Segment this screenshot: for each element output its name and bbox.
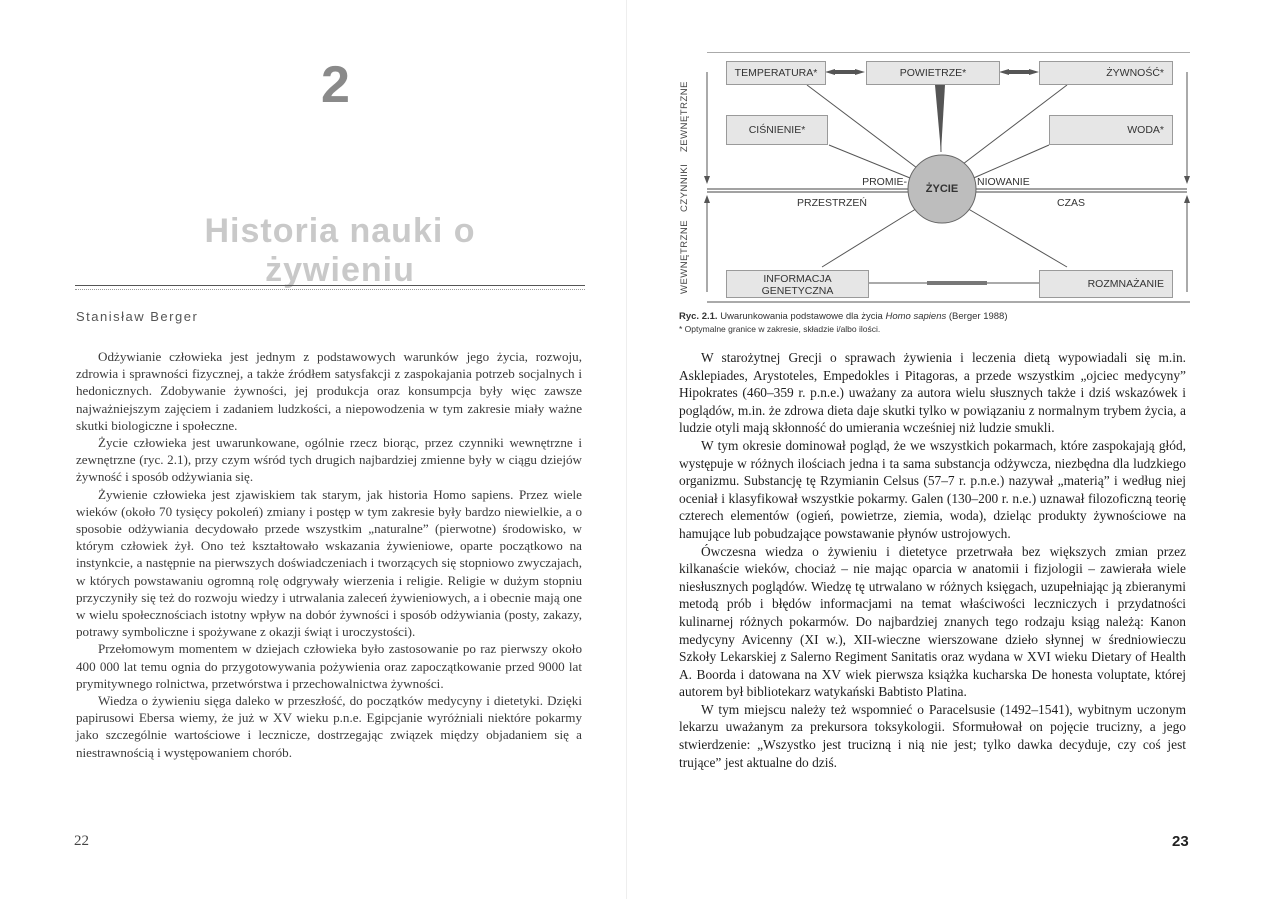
caption-text: Uwarunkowania podstawowe dla życia (720, 311, 883, 322)
title-rule (75, 285, 585, 286)
paragraph: Przełomowym momentem w dziejach człowieka było zastosowanie po raz pierwszy około 400 000 lat temu ognia do przygotowywania pożywienia oraz zapoczątkowanie przed 9000 lat prymitywnego rolnictwa, przetwórstwa i przechowalnictwa żywności. (76, 641, 582, 691)
chapter-number: 2 (321, 56, 351, 114)
box-powietrze: POWIETRZE* (866, 61, 1000, 85)
diagram-lines (677, 52, 1190, 304)
caption-label: Ryc. 2.1. (679, 311, 718, 322)
box-temperatura: TEMPERATURA* (726, 61, 826, 85)
side-label-czynniki: CZYNNIKI (679, 163, 690, 212)
paragraph: Wiedza o żywieniu sięga daleko w przeszłość, do początków medycyny i dietetyki. Dzięki papirusowi Ebersa wiemy, że już w XV wieku p.n.e. Egipcjanie wyróżniali niektóre pokarmy jako szczególnie wartościowe i lecznicze, dostrzegając związek między objadaniem się a niestrawnością i występowaniem chorób. (76, 693, 582, 760)
paragraph: Ówczesna wiedza o żywieniu i dietetyce przetrwała bez większych zmian przez kilkanaście wieków, chociaż – nie mając oparcia w anatomii i fizjologii – zawierała wiele niesłusznych poglądów. Wiedzę tę utrwalano w różnych księgach, uzupełniając ją zbieranymi metodą prób i błędów informacjami na temat właściwości leczniczych i przydatności kulinarnej różnych pokarmów. Do najbardziej znanych tego rodzaju ksiąg należą: Kanon medycyny Avicenny (XI w.), XII-wieczne wierszowane dzieło słynnej w średniowieczu Szkoły Lekarskiej z Salerno Regiment Sanitatis oraz wydana w XVI wieku Dietary of Health A. Boorda i datowana na XV wiek pierwsza książka kucharska De honesta voluptate, której autorem był bibliotekarz watykański Babtisto Platina. (679, 543, 1186, 700)
box-informacja-genetyczna: INFORMACJA GENETYCZNA (726, 270, 869, 298)
paragraph: W tym okresie dominował pogląd, że we wszystkich pokarmach, które zaspokajają głód, występuje w różnych ilościach jedna i ta sama substancja odżywcza, niezbędna dla ludzkiego organizmu. Substancję tę Rzymianin Celsus (57–7 r. p.n.e.) nazywał „materią” i według niej oceniał i klasyfikował wszystkie pokarmy. Galen (130–200 r. n.e.) uznawał filozoficzną teorię czterech elementów (ogień, powietrze, ziemia, woda), dzieląc produkty żywnościowe na hamujące lub pobudzające powstawanie płynów ustrojowych. (679, 437, 1186, 541)
page-number: 22 (74, 833, 89, 849)
paragraph: W starożytnej Grecji o sprawach żywienia i leczenia dietą wypowiadali się m.in. Asklepiades, Arystoteles, Empedokles i Pitagoras, a przede wszystkim „ojciec medycyny” Hipokrates (460–359 r. p.n.e.) uważany za autora wielu słusznych także i dziś wskazówek i poglądów, m.in. że zdrowa dieta daje skutki tylko w powiązaniu z normalnym trybem życia, a ludzie otyli mają skłonność do umierania wcześniej niż ludzie smukli. (679, 350, 1186, 436)
right-page (632, 0, 1263, 899)
box-cisnienie: CIŚNIENIE* (726, 115, 828, 145)
caption-note: * Optymalne granice w zakresie, składzie i/albo ilości. (679, 324, 881, 334)
page-number: 23 (1172, 833, 1189, 850)
chapter-title: Historia nauki o żywieniu (204, 212, 476, 289)
side-label-zewnetrzne: ZEWNĘTRZNE (679, 81, 690, 152)
side-label-wewnetrzne: WEWNĘTRZNE (679, 219, 690, 294)
label-czas: CZAS (1057, 197, 1086, 209)
figure-diagram (677, 52, 1190, 304)
paragraph: Odżywianie człowieka jest jednym z podstawowych warunków jego życia, rozwoju, zdrowia i sprawności fizycznej, a także źródłem satysfakcji z zaspokajania potrzeb socjalnych i hedonicznych. Zdobywanie żywności, jej produkcja oraz konsumpcja były więc zawsze najważniejszym zajęciem i zadaniem ludzkości, a niepowodzenia w tym zakresie miały ważne skutki biologiczne i społeczne. (76, 349, 582, 433)
right-body-text (679, 349, 1186, 771)
paragraph: W tym miejscu należy też wspomnieć o Paracelsusie (1492–1541), wybitnym uczonym lekarzu uważanym za prekursora toksykologii. Sformułował on pojęcie trucizny, a jego stwierdzenie: „Wszystko jest trucizną i nią nie jest; tylko dawka decyduje, czy coś jest trujące” jest aktualne do dziś. (679, 701, 1186, 770)
paragraph: Żywienie człowieka jest zjawiskiem tak starym, jak historia Homo sapiens. Przez wiele wieków (około 70 tysięcy pokoleń) zmiany i postęp w tym zakresie były bardzo niewielkie, a o sposobie odżywiania decydowało przede wszystkim „naturalne” (pierwotne) środowisko, w którym człowiek żył. Ono też kształtowało wskazania żywieniowe, oparte początkowo na instynkcie, a następnie na pierwszych doświadczeniach i tworzących się stopniowo zwyczajach, w których powstawaniu ogromną rolę odgrywały wierzenia i religie. Religie w dużym stopniu przyczyniły się też do rozwoju wiedzy i utrwalania zaleceń żywieniowych, a i obecnie mają one w wielu społecznościach istotny wpływ na dobór żywności i sposób odżywiania (posty, zakazy, potrawy symboliczne i spożywane z okazji świąt i uroczystości). (76, 486, 582, 640)
caption-species: Homo sapiens (885, 311, 947, 322)
box-rozmnazanie: ROZMNAŻANIE (1039, 270, 1173, 298)
center-zycie: ŻYCIE (925, 183, 959, 195)
figure-caption (679, 311, 1189, 335)
label-przestrzen: PRZESTRZEŃ (797, 197, 868, 209)
author-name: Stanisław Berger (76, 309, 199, 324)
caption-source: (Berger 1988) (948, 311, 1008, 322)
label-niowanie: NIOWANIE (977, 176, 1030, 188)
label-promie: PROMIE- (862, 176, 907, 188)
paragraph: Życie człowieka jest uwarunkowane, ogólnie rzecz biorąc, przez czynniki wewnętrzne i zewnętrzne (ryc. 2.1), przy czym wśród tych drugich najbardziej zmienne były w ciągu dziejów żywność i sposób odżywiania się. (76, 435, 582, 485)
box-woda: WODA* (1049, 115, 1173, 145)
title-rule-dotted (75, 289, 585, 290)
left-body-text (76, 348, 582, 761)
box-zywnosc: ŻYWNOŚĆ* (1039, 61, 1173, 85)
